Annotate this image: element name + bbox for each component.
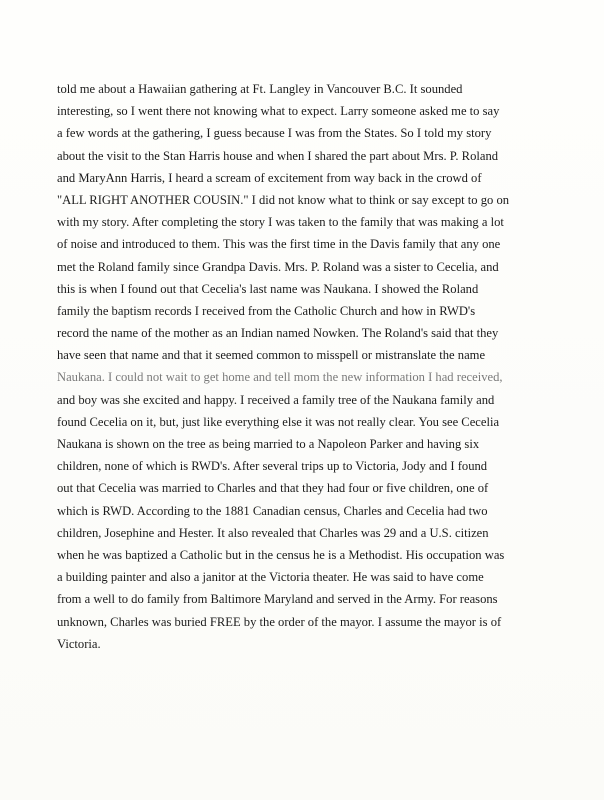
text-line: Naukana. I could not wait to get home and tell mom the new information I had received,	[57, 370, 503, 385]
text-line: with my story. After completing the story I was taken to the family that was making a lot	[57, 215, 504, 230]
text-line: children, none of which is RWD's. After several trips up to Victoria, Jody and I found	[57, 459, 488, 474]
text-line: from a well to do family from Baltimore Maryland and served in the Army. For reasons	[57, 592, 498, 607]
text-line: Naukana is shown on the tree as being married to a Napoleon Parker and having six	[57, 437, 480, 451]
text-line: which is RWD. According to the 1881 Canadian census, Charles and Cecelia had two	[57, 503, 488, 518]
text-line: told me about a Hawaiian gathering at Ft. Langley in Vancouver B.C. It sounded	[57, 82, 463, 96]
text-line: met the Roland family since Grandpa Davis. Mrs. P. Roland was a sister to Cecelia, and	[57, 259, 499, 274]
text-line: Victoria.	[57, 636, 101, 651]
text-line: out that Cecelia was married to Charles and that they had four or five children, one of	[57, 481, 489, 496]
text-line: a building painter and also a janitor at the Victoria theater. He was said to have come	[57, 570, 484, 585]
text-line: and MaryAnn Harris, I heard a scream of excitement from way back in the crowd of	[57, 170, 482, 185]
text-line: when he was baptized a Catholic but in the census he is a Methodist. His occupation was	[57, 547, 505, 562]
text-line: have seen that name and that it seemed common to misspell or mistranslate the name	[57, 348, 486, 363]
text-line: a few words at the gathering, I guess because I was from the States. So I told my story	[57, 126, 492, 141]
text-line: of noise and introduced to them. This was the first time in the Davis family that any one	[57, 237, 501, 252]
text-line: and boy was she excited and happy. I received a family tree of the Naukana family and	[57, 392, 495, 407]
text-line: children, Josephine and Hester. It also revealed that Charles was 29 and a U.S. citizen	[57, 525, 489, 540]
text-line: this is when I found out that Cecelia's last name was Naukana. I showed the Roland	[57, 281, 479, 296]
text-line: interesting, so I went there not knowing what to expect. Larry someone asked me to say	[57, 104, 500, 119]
text-line: family the baptism records I received from the Catholic Church and how in RWD's	[57, 303, 476, 318]
text-line: unknown, Charles was buried FREE by the order of the mayor. I assume the mayor is of	[57, 614, 502, 629]
body-text	[57, 78, 577, 655]
text-line: "ALL RIGHT ANOTHER COUSIN." I did not know what to think or say except to go on	[57, 192, 510, 207]
text-line: record the name of the mother as an Indian named Nowken. The Roland's said that they	[57, 326, 499, 341]
text-line: found Cecelia on it, but, just like everything else it was not really clear. You see Cecelia	[57, 414, 500, 429]
text-line: about the visit to the Stan Harris house and when I shared the part about Mrs. P. Roland	[57, 148, 499, 163]
